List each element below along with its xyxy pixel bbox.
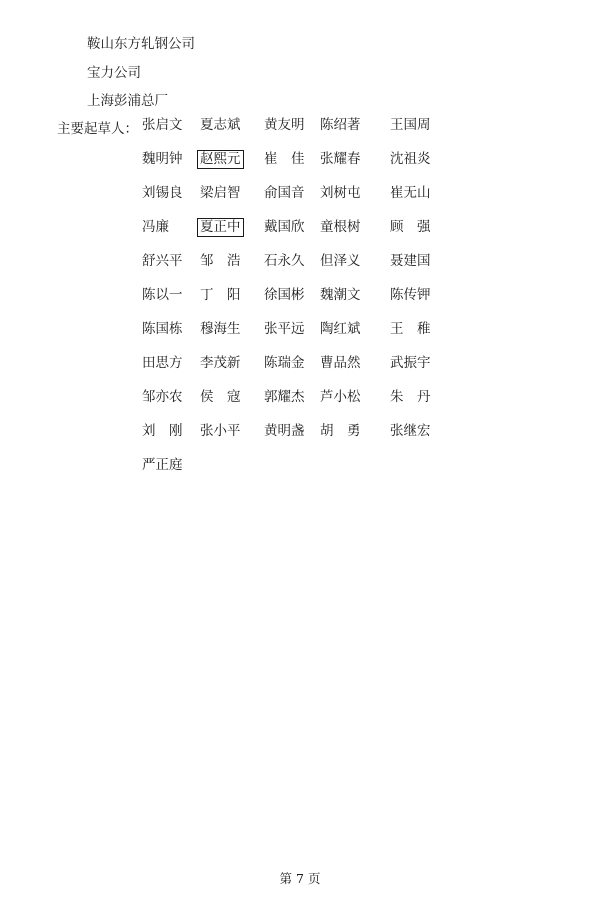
drafter-name: 张小平 xyxy=(200,423,241,439)
drafter-name: 黄明盏 xyxy=(264,423,305,439)
drafter-name: 陈以一 xyxy=(142,287,183,303)
drafter-name: 陶红斌 xyxy=(320,321,361,337)
drafter-name: 朱 丹 xyxy=(390,389,431,405)
drafter-row xyxy=(142,389,462,423)
drafter-name: 芦小松 xyxy=(320,389,361,405)
drafter-name: 李茂新 xyxy=(200,355,241,371)
drafter-name: 陈瑞金 xyxy=(264,355,305,371)
drafter-name: 张继宏 xyxy=(390,423,431,439)
drafter-grid xyxy=(142,117,462,491)
drafter-name: 张启文 xyxy=(142,117,183,133)
drafter-name: 舒兴平 xyxy=(142,253,183,269)
drafter-row xyxy=(142,185,462,219)
drafter-name: 胡 勇 xyxy=(320,423,361,439)
page-number: 第 7 页 xyxy=(279,871,321,886)
drafter-name: 丁 阳 xyxy=(200,287,241,303)
drafter-name: 但泽义 xyxy=(320,253,361,269)
drafter-name: 俞国音 xyxy=(264,185,305,201)
drafter-name: 顾 强 xyxy=(390,219,431,235)
drafter-name: 魏潮文 xyxy=(320,287,361,303)
drafter-row xyxy=(142,287,462,321)
drafter-name: 沈祖炎 xyxy=(390,151,431,167)
drafter-name: 石永久 xyxy=(264,253,305,269)
drafter-name: 魏明钟 xyxy=(142,151,183,167)
drafters-label: 主要起草人： xyxy=(57,121,138,137)
drafter-name: 聂建国 xyxy=(390,253,431,269)
drafter-name: 梁启智 xyxy=(200,185,241,201)
drafter-name: 王 稚 xyxy=(390,321,431,337)
organization-name: 上海彭浦总厂 xyxy=(87,93,168,109)
drafter-row xyxy=(142,253,462,287)
drafter-name: 严正庭 xyxy=(142,457,183,473)
organization-name: 宝力公司 xyxy=(87,65,141,81)
drafter-name: 崔 佳 xyxy=(264,151,305,167)
drafter-name: 童根树 xyxy=(320,219,361,235)
drafter-name: 崔无山 xyxy=(390,185,431,201)
drafter-name: 武振宇 xyxy=(390,355,431,371)
drafter-name: 刘树屯 xyxy=(320,185,361,201)
drafter-name-boxed: 赵熙元 xyxy=(197,150,244,169)
drafter-name: 侯 寇 xyxy=(200,389,241,405)
drafter-name: 曹品然 xyxy=(320,355,361,371)
drafter-name: 夏志斌 xyxy=(200,117,241,133)
drafter-name: 陈绍著 xyxy=(320,117,361,133)
drafter-name: 徐国彬 xyxy=(264,287,305,303)
drafter-row xyxy=(142,457,462,491)
drafter-name: 郭耀杰 xyxy=(264,389,305,405)
drafter-name: 黄友明 xyxy=(264,117,305,133)
drafter-name: 张平远 xyxy=(264,321,305,337)
drafter-name: 刘锡良 xyxy=(142,185,183,201)
drafter-row xyxy=(142,117,462,151)
drafter-row xyxy=(142,321,462,355)
drafter-name: 王国周 xyxy=(390,117,431,133)
drafter-name: 刘 刚 xyxy=(142,423,183,439)
drafter-name: 冯廉 xyxy=(142,219,169,235)
drafter-name: 陈国栋 xyxy=(142,321,183,337)
drafter-name: 穆海生 xyxy=(200,321,241,337)
organization-name: 鞍山东方轧钢公司 xyxy=(87,36,195,52)
drafter-row xyxy=(142,219,462,253)
drafter-name: 邹亦农 xyxy=(142,389,183,405)
drafter-name: 陈传钾 xyxy=(390,287,431,303)
drafter-row xyxy=(142,355,462,389)
drafter-name: 邹 浩 xyxy=(200,253,241,269)
drafter-row xyxy=(142,423,462,457)
drafter-name: 戴国欣 xyxy=(264,219,305,235)
drafter-name-boxed: 夏正中 xyxy=(197,218,244,237)
drafter-name: 张耀春 xyxy=(320,151,361,167)
drafter-row xyxy=(142,151,462,185)
drafter-name: 田思方 xyxy=(142,355,183,371)
